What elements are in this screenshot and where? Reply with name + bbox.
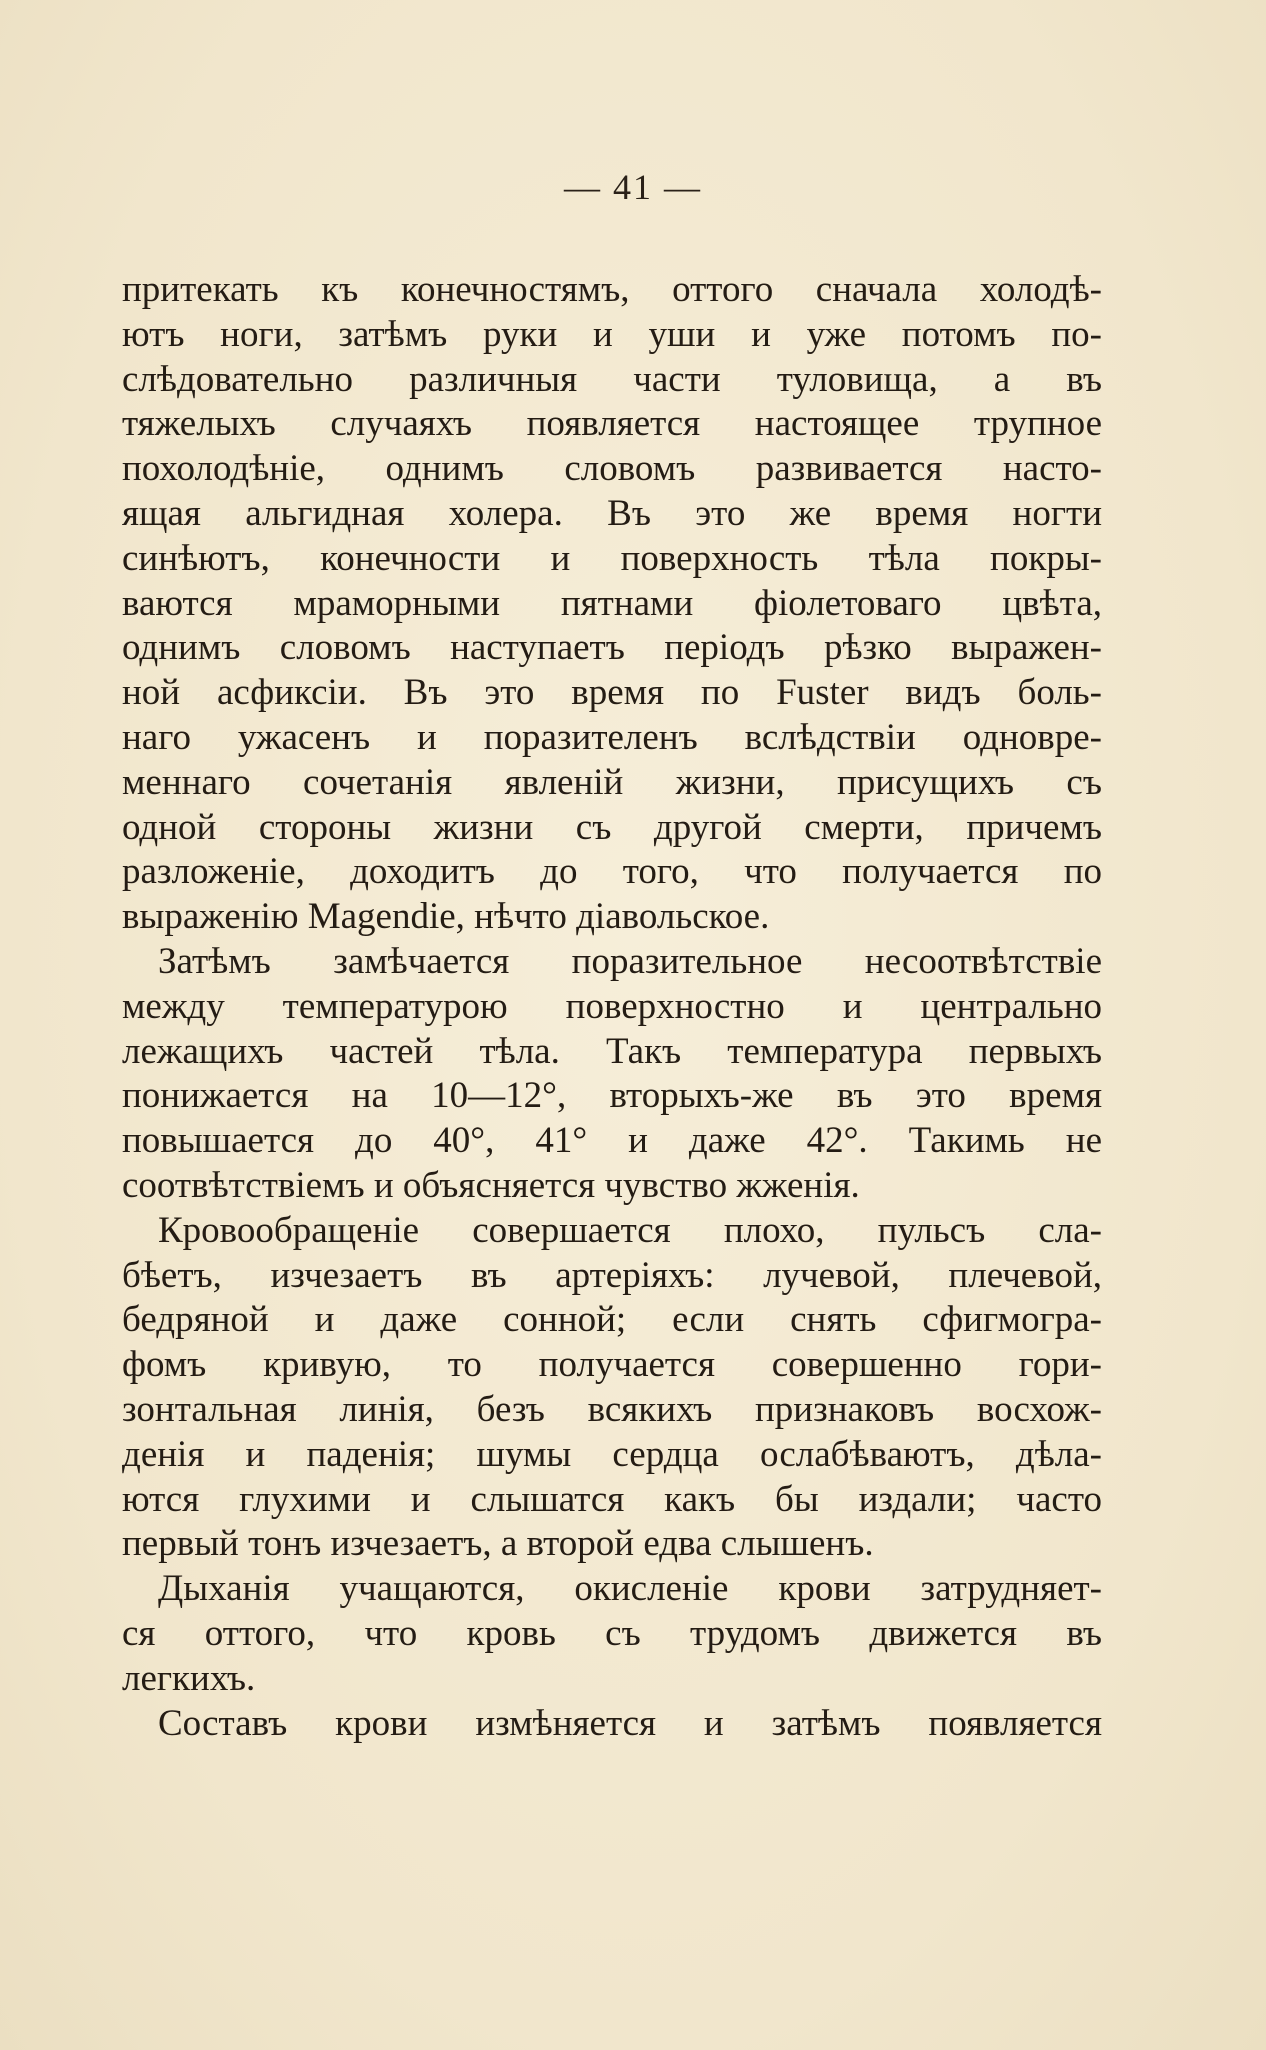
- text-line: первый тонъ изчезаетъ, а второй едва слышенъ.: [122, 1523, 874, 1565]
- text-line: синѣютъ, конечности и поверхность тѣла покры-: [122, 537, 1102, 579]
- text-line: разложеніе, доходитъ до того, что получается по: [122, 851, 1102, 893]
- text-line: ются глухими и слышатся какъ бы издали; часто: [122, 1478, 1102, 1520]
- text-line: выраженію Magendie, нѣчто діавольское.: [122, 896, 770, 938]
- page-number: — 41 —: [564, 167, 702, 207]
- paragraph-4: [122, 1567, 1102, 1701]
- text-line: повышается до 40°, 41° и даже 42°. Такимь не: [122, 1120, 1102, 1162]
- text-line: наго ужасенъ и поразителенъ вслѣдствіи одновре-: [122, 716, 1102, 758]
- text-line: между температурою поверхностно и центрально: [122, 985, 1102, 1027]
- text-line: одной стороны жизни съ другой смерти, причемъ: [122, 806, 1102, 848]
- text-line: притекать къ конечностямъ, оттого сначала холодѣ-: [122, 269, 1102, 310]
- text-line: легкихъ.: [122, 1657, 256, 1699]
- text-line: Дыханія учащаются, окисленіе крови затрудняет-: [158, 1568, 1102, 1610]
- text-line: ваются мраморными пятнами фіолетоваго цвѣта,: [122, 582, 1102, 624]
- paragraph-2: [122, 940, 1102, 1209]
- text-line: понижается на 10—12°, вторыхъ-же въ это время: [122, 1075, 1102, 1117]
- text-line: ной асфиксіи. Въ это время по Fuster видъ боль-: [122, 672, 1102, 714]
- text-line: меннаго сочетанія явленій жизни, присущихъ съ: [122, 761, 1102, 803]
- text-line: однимъ словомъ наступаетъ періодъ рѣзко выражен-: [122, 627, 1102, 669]
- paragraph-5: [122, 1702, 1102, 1747]
- text-line: зонтальная линія, безъ всякихъ признаковъ восхож-: [122, 1388, 1102, 1430]
- text-line: похолодѣніе, однимъ словомъ развивается насто-: [122, 448, 1102, 490]
- text-line: ящая альгидная холера. Въ это же время ногти: [122, 492, 1102, 534]
- text-line: бедряной и даже сонной; если снять сфигмогра-: [122, 1299, 1102, 1341]
- paragraph-3: [122, 1209, 1102, 1567]
- text-line: Составъ крови измѣняется и затѣмъ появляется: [158, 1702, 1102, 1744]
- text-line: бѣетъ, изчезаетъ въ артеріяхъ: лучевой, плечевой,: [122, 1254, 1102, 1296]
- text-line: фомъ кривую, то получается совершенно гори-: [122, 1344, 1102, 1386]
- text-line: ютъ ноги, затѣмъ руки и уши и уже потомъ по-: [122, 313, 1102, 355]
- text-line: Кровообращеніе совершается плохо, пульсъ сла-: [158, 1209, 1102, 1251]
- body-text: [122, 268, 1102, 1746]
- text-line: лежащихъ частей тѣла. Такъ температура первыхъ: [122, 1030, 1102, 1072]
- paragraph-1: [122, 268, 1102, 940]
- text-line: слѣдовательно различныя части туловища, а въ: [122, 358, 1102, 400]
- text-line: денія и паденія; шумы сердца ослабѣваютъ, дѣла-: [122, 1433, 1102, 1475]
- text-line: тяжелыхъ случаяхъ появляется настоящее трупное: [122, 403, 1102, 445]
- text-line: ся оттого, что кровь съ трудомъ движется въ: [122, 1612, 1102, 1654]
- text-line: соотвѣтствіемъ и объясняется чувство жженія.: [122, 1164, 860, 1206]
- text-line: Затѣмъ замѣчается поразительное несоотвѣтствіе: [158, 940, 1102, 982]
